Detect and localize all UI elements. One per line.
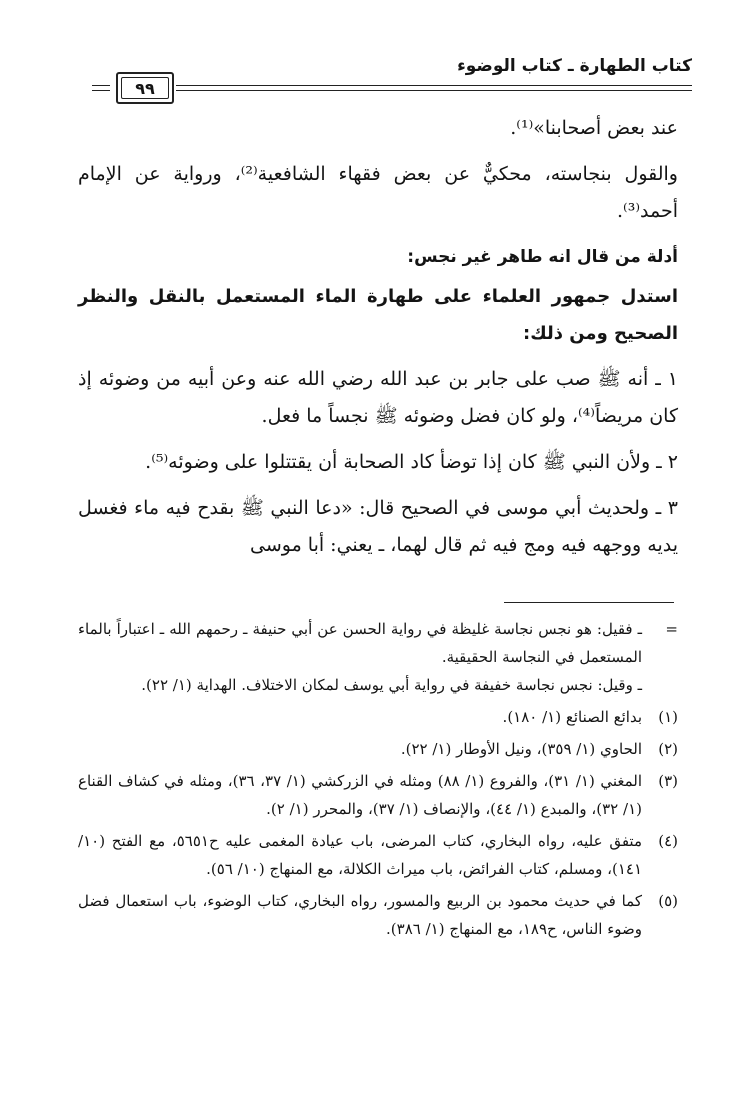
footnote-text: ـ وقيل: نجس نجاسة خفيفة في رواية أبي يوسف لمكان الاختلاف. الهداية (١/ ٢٢).	[141, 676, 642, 694]
continuation-marker: =	[665, 620, 678, 638]
footnote-text: المغني (١/ ٣١)، والفروع (١/ ٨٨) ومثله في الزركشي (١/ ٣٧، ٣٦)، ومثله في كشاف القناع (١/ ٣٢)، والمبدع (١/ ٤٤)، والإنصاف (١/ ٣٧)، والمحرر (١/ ٢).	[78, 772, 643, 818]
header-rule	[176, 90, 692, 91]
footnote-number: (١)	[658, 708, 678, 726]
footnote-text: متفق عليه، رواه البخاري، كتاب المرضى، باب عيادة المغمى عليه ح٥٦٥١، مع الفتح (١٠/ ١٤١)، ومسلم، كتاب الفرائض، باب ميراث الكلالة، مع المنهاج (١٠/ ٥٦).	[78, 832, 642, 878]
paragraph: ١ ـ أنه ﷺ صب على جابر بن عبد الله رضي الله عنه وعن أبيه من وضوئه إذ كان مريضاً⁽⁴⁾، ولو كان فضل وضوئه ﷺ نجساً ما فعل.	[78, 368, 678, 427]
page-number: ٩٩	[121, 77, 169, 99]
footnotes	[78, 615, 678, 947]
section-heading: أدلة من قال انه طاهر غير نجس:	[407, 247, 678, 267]
footnote-separator	[504, 602, 674, 603]
paragraph: ٢ ـ ولأن النبي ﷺ كان إذا توضأ كاد الصحابة أن يقتتلوا على وضوئه⁽⁵⁾.	[145, 451, 678, 473]
header-rule	[92, 85, 110, 86]
main-text	[78, 110, 678, 573]
footnote-text: الحاوي (١/ ٣٥٩)، ونيل الأوطار (١/ ٢٢).	[400, 740, 642, 758]
footnote	[78, 703, 678, 731]
footnote	[78, 735, 678, 763]
header-rule	[176, 85, 692, 86]
footnote-text: بدائع الصنائع (١/ ١٨٠).	[502, 708, 642, 726]
footnote-number: (٣)	[658, 772, 678, 790]
footnote	[78, 887, 678, 943]
lead-paragraph: استدل جمهور العلماء على طهارة الماء المستعمل بالنقل والنظر الصحيح ومن ذلك:	[78, 286, 678, 344]
running-title: كتاب الطهارة ـ كتاب الوضوء	[457, 56, 692, 76]
footnote-number: (٥)	[658, 892, 678, 910]
footnote	[78, 767, 678, 823]
header-rule	[92, 90, 110, 91]
paragraph: والقول بنجاسته، محكيٌّ عن بعض فقهاء الشافعية⁽²⁾، ورواية عن الإمام أحمد⁽³⁾.	[78, 163, 678, 222]
paragraph: ٣ ـ ولحديث أبي موسى في الصحيح قال: «دعا النبي ﷺ بقدح فيه ماء فغسل يديه ووجهه فيه ومج فيه ثم قال لهما، ـ يعني: أبا موسى	[78, 497, 678, 556]
footnote-number: (٢)	[658, 740, 678, 758]
footnote-text: ـ فقيل: هو نجس نجاسة غليظة في رواية الحسن عن أبي حنيفة ـ رحمهم الله ـ اعتباراً بالماء المستعمل في النجاسة الحقيقية.	[78, 620, 642, 666]
footnote-text: كما في حديث محمود بن الربيع والمسور، رواه البخاري، كتاب الوضوء، باب استعمال فضل وضوء الناس، ح١٨٩، مع المنهاج (١/ ٣٨٦).	[78, 892, 642, 938]
page-number-box	[116, 72, 174, 104]
page-header	[92, 52, 692, 108]
footnote-continuation	[78, 615, 678, 699]
footnote-number: (٤)	[658, 832, 678, 850]
footnote	[78, 827, 678, 883]
paragraph: عند بعض أصحابنا»⁽¹⁾.	[510, 117, 678, 139]
